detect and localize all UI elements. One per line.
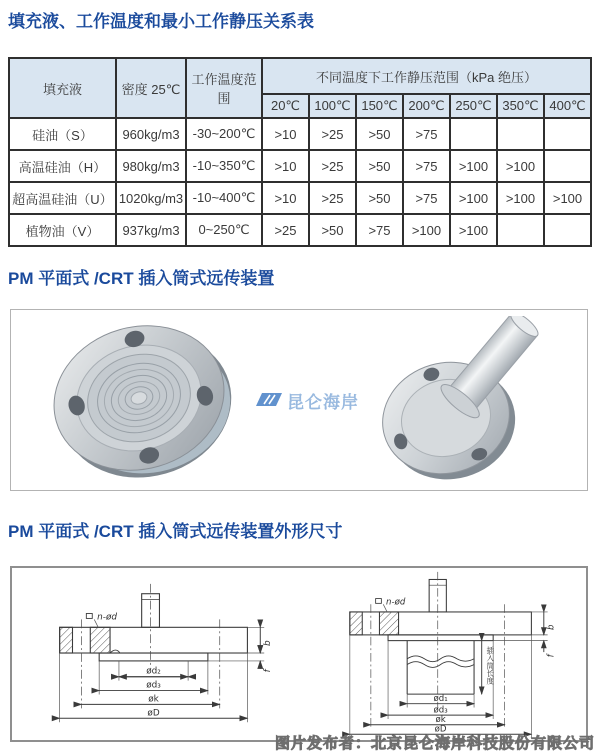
dim-label-D-right: øD — [434, 724, 447, 735]
dim-label-bolt-left: n-ød — [96, 612, 117, 623]
pressure-cell — [544, 118, 591, 150]
pressure-cell — [544, 214, 591, 246]
pressure-cell — [497, 118, 544, 150]
spec-table — [8, 57, 592, 247]
temp-range-cell: -10~350℃ — [186, 150, 262, 182]
dim-label-b-left: b — [262, 640, 273, 646]
filling-cell: 超高温硅油（U） — [9, 182, 116, 214]
dim-label-d1: ød₁ — [433, 693, 448, 704]
dim-label-f-right: f — [545, 654, 556, 658]
temp-column-header: 200℃ — [403, 94, 450, 118]
flat-flange-drawing — [15, 570, 297, 738]
pressure-cell: >100 — [544, 182, 591, 214]
pressure-cell: >75 — [403, 118, 450, 150]
pressure-cell: >100 — [403, 214, 450, 246]
publisher-credit: 图片发布者：北京昆仑海岸科技股份有限公司 — [274, 735, 595, 752]
insert-length-label: 插入筒长度 — [485, 646, 495, 685]
pressure-cell: >50 — [309, 214, 356, 246]
dim-label-d3-left: ød₃ — [145, 680, 161, 691]
density-cell: 937kg/m3 — [116, 214, 186, 246]
filling-cell: 植物油（V） — [9, 214, 116, 246]
filling-cell: 硅油（S） — [9, 118, 116, 150]
pressure-cell: >50 — [356, 182, 403, 214]
table-row — [9, 118, 591, 150]
table-row — [9, 214, 591, 246]
dim-label-k-right: øk — [434, 714, 446, 725]
dimension-drawing-panel — [10, 566, 588, 742]
pressure-cell: >100 — [497, 182, 544, 214]
temp-column-header: 400℃ — [544, 94, 591, 118]
pressure-cell: >25 — [309, 150, 356, 182]
pressure-cell — [544, 150, 591, 182]
insert-flange-drawing — [302, 568, 584, 740]
table-row — [9, 150, 591, 182]
table-body — [9, 118, 591, 246]
dim-label-d2: ød₂ — [145, 666, 161, 677]
pressure-cell: >25 — [309, 118, 356, 150]
temp-column-header: 150℃ — [356, 94, 403, 118]
header-pressure-group: 不同温度下工作静压范围（kPa 绝压） — [262, 58, 591, 94]
kunlun-logo-icon — [254, 390, 284, 410]
dim-label-b-right: b — [545, 624, 556, 630]
product-photo-panel — [10, 309, 588, 491]
temp-column-header: 350℃ — [497, 94, 544, 118]
pressure-cell: >75 — [403, 150, 450, 182]
dim-label-k-left: øk — [147, 694, 159, 705]
pressure-cell — [497, 214, 544, 246]
density-cell: 1020kg/m3 — [116, 182, 186, 214]
pressure-cell: >50 — [356, 118, 403, 150]
header-temp-range: 工作温度范围 — [186, 58, 262, 118]
dim-label-D-left: øD — [146, 708, 160, 719]
flat-flange-photo — [29, 316, 249, 484]
watermark — [254, 388, 359, 413]
pressure-cell — [450, 118, 497, 150]
pressure-cell: >100 — [450, 214, 497, 246]
temp-column-header: 250℃ — [450, 94, 497, 118]
pressure-cell: >25 — [309, 182, 356, 214]
pressure-cell: >50 — [356, 150, 403, 182]
pressure-cell: >100 — [450, 150, 497, 182]
header-density: 密度 25℃ — [116, 58, 186, 118]
watermark-text: 昆仑海岸 — [287, 392, 359, 412]
dim-label-d3-right: ød₃ — [433, 705, 448, 716]
pressure-cell: >10 — [262, 182, 309, 214]
pressure-cell: >25 — [262, 214, 309, 246]
header-filling: 填充液 — [9, 58, 116, 118]
density-cell: 960kg/m3 — [116, 118, 186, 150]
dim-label-f-left: f — [262, 669, 273, 673]
filling-cell: 高温硅油（H） — [9, 150, 116, 182]
pressure-cell: >100 — [497, 150, 544, 182]
dim-label-bolt-right: n-ød — [385, 597, 405, 608]
temp-column-header: 20℃ — [262, 94, 309, 118]
drawing-section-heading: PM 平面式 /CRT 插入筒式远传装置外形尺寸 — [8, 522, 343, 541]
insert-flange-photo — [364, 316, 569, 484]
pressure-cell: >10 — [262, 150, 309, 182]
pressure-cell: >100 — [450, 182, 497, 214]
temp-range-cell: -10~400℃ — [186, 182, 262, 214]
temp-range-cell: 0~250℃ — [186, 214, 262, 246]
temp-range-cell: -30~200℃ — [186, 118, 262, 150]
pressure-cell: >75 — [356, 214, 403, 246]
density-cell: 980kg/m3 — [116, 150, 186, 182]
pressure-cell: >10 — [262, 118, 309, 150]
table-row — [9, 182, 591, 214]
temp-column-header: 100℃ — [309, 94, 356, 118]
page-title: 填充液、工作温度和最小工作静压关系表 — [8, 12, 314, 31]
pressure-cell: >75 — [403, 182, 450, 214]
photo-section-heading: PM 平面式 /CRT 插入筒式远传装置 — [8, 269, 275, 288]
